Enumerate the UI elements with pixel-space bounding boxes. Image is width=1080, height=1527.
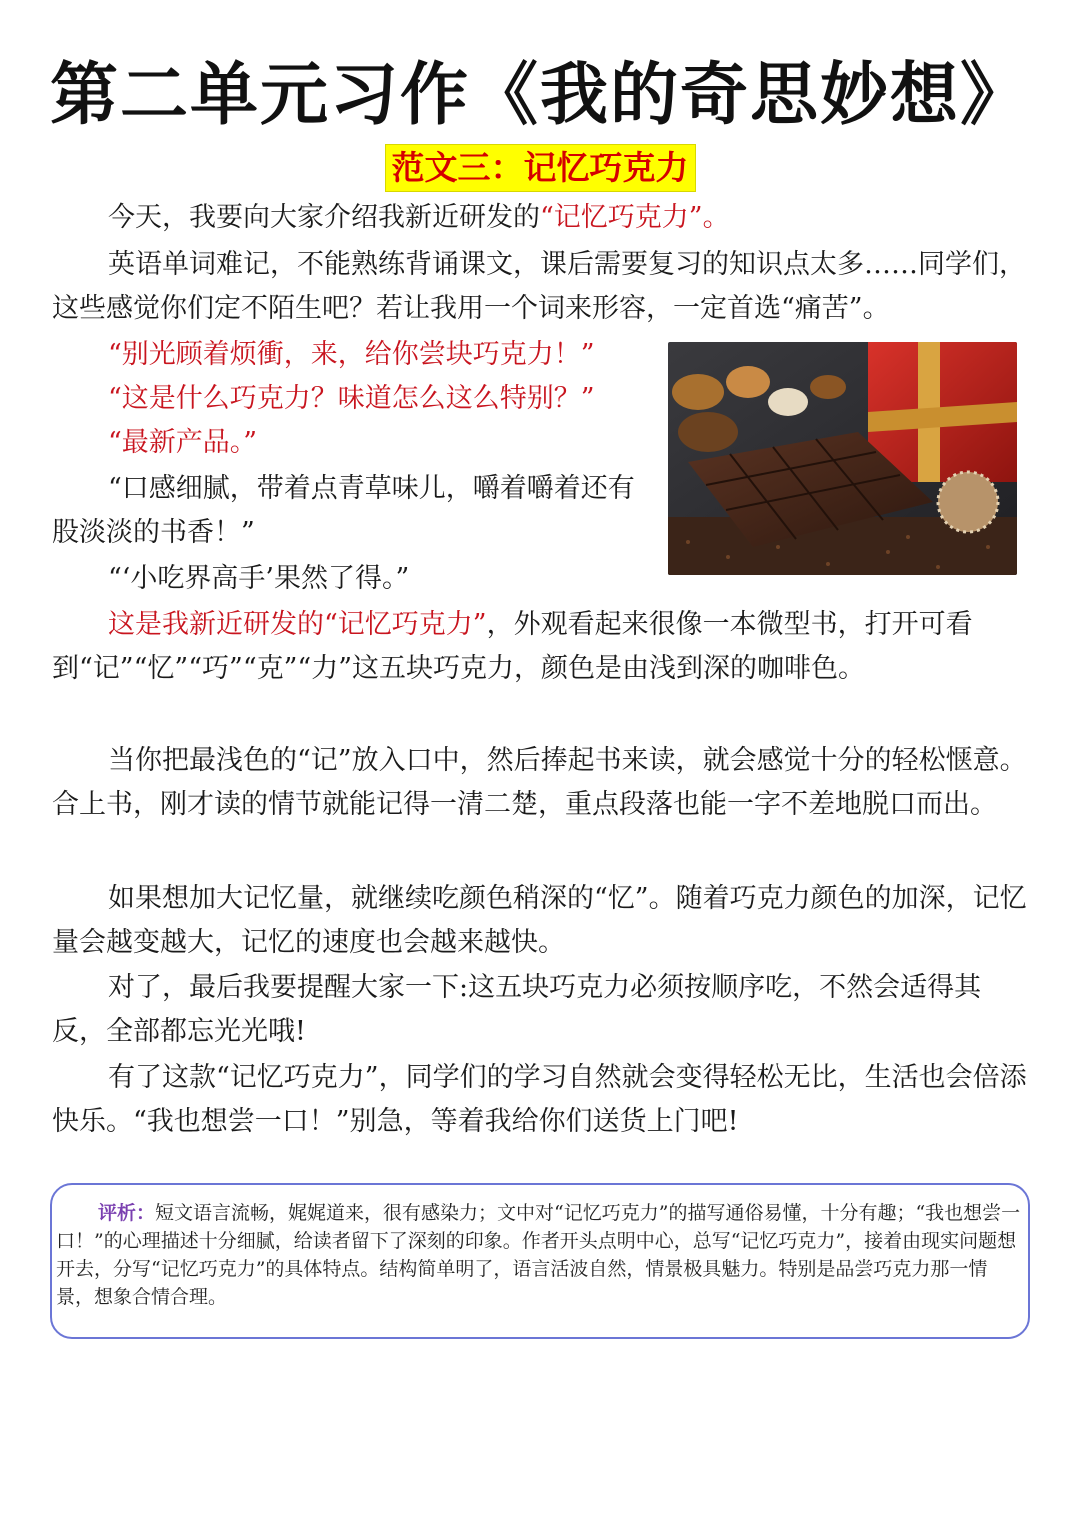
analysis-text: 短文语言流畅，娓娓道来，很有感染力；文中对“记忆巧克力”的描写通俗易懂，十分有趣；“我也想尝一口！”的心理描述十分细腻，给读者留下了深刻的印象。作者开头点明中心，总写“记忆巧克力”，接着由现实问题想开去，分写“记忆巧克力”的具体特点。结构简单明了，语言活波自然，情景极具魅力。特别是品尝巧克力那一情景，想象合情合理。 xyxy=(56,1202,1021,1308)
paragraph-conclusion: 有了这款“记忆巧克力”，同学们的学习自然就会变得轻松无比，生活也会倍添快乐。“我也想尝一口！”别急，等着我给你们送货上门吧! xyxy=(52,1062,1027,1137)
dialogue-line-5: “‘小吃界高手’果然了得。” xyxy=(108,563,410,594)
paragraph-product xyxy=(52,603,1030,691)
dialogue-line-4: “口感细腻，带着点青草味儿，嚼着嚼着还有股淡淡的书香！” xyxy=(52,473,635,548)
analysis-label: 评析： xyxy=(98,1202,156,1224)
dialogue-line-1: “别光顾着烦衝，来，给你尝块巧克力！” xyxy=(108,339,595,370)
intro-highlight: “记忆巧克力”。 xyxy=(540,202,730,233)
analysis-paragraph xyxy=(56,1199,1024,1311)
product-highlight: 这是我新近研发的“记忆巧克力” xyxy=(108,609,487,640)
subtitle-highlight: 范文三：记忆巧克力 xyxy=(385,144,696,192)
page-title: 第二单元习作《我的奇思妙想》 xyxy=(49,56,1030,135)
chocolate-image-illustration xyxy=(668,342,1017,575)
paragraph-reminder: 对了，最后我要提醒大家一下:这五块巧克力必须按顺序吃，不然会适得其反，全部都忘光光哦! xyxy=(52,972,982,1047)
intro-text: 今天，我要向大家介绍我新近研发的 xyxy=(108,202,540,233)
paragraph-first-piece: 当你把最浅色的“记”放入口中，然后捧起书来读，就会感觉十分的轻松惬意。合上书，刚才读的情节就能记得一清二楚，重点段落也能一字不差地脱口而出。 xyxy=(52,745,1027,820)
product-text: ，外观看起来很像一本微型书，打开可看到“记”“忆”“巧”“克”“力”这五块巧克力，颜色是由浅到深的咖啡色。 xyxy=(52,609,973,684)
paragraph-second-piece: 如果想加大记忆量，就继续吃颜色稍深的“忆”。随着巧克力颜色的加深，记忆量会越变越大，记忆的速度也会越来越快。 xyxy=(52,883,1027,958)
dialogue-line-2: “这是什么巧克力？味道怎么这么特别？” xyxy=(108,383,595,414)
dialogue-line-3: “最新产品。” xyxy=(108,427,258,458)
analysis-box xyxy=(50,1183,1030,1339)
chocolate-photo xyxy=(668,342,1017,575)
subtitle-container xyxy=(0,144,1080,192)
paragraph-problem: 英语单词难记，不能熟练背诵课文，课后需要复习的知识点太多……同学们，这些感觉你们定不陌生吧？若让我用一个词来形容，一定首选“痛苦”。 xyxy=(52,249,1026,324)
paragraph-intro xyxy=(52,196,1030,240)
